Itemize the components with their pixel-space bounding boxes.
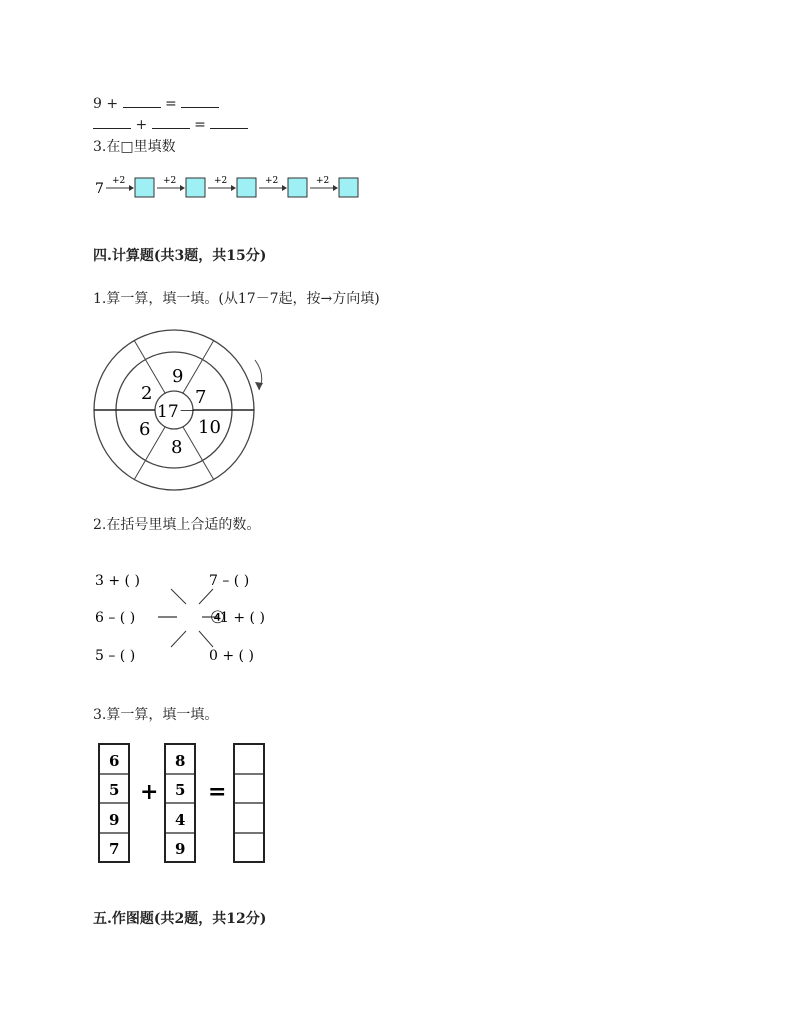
question-4-3: 3.算一算，填一填。 <box>93 707 219 723</box>
chain-step-label: +2 <box>214 176 228 186</box>
wheel-number: 8 <box>171 437 183 458</box>
plus-sign: + <box>140 779 159 805</box>
chain-answer-box[interactable] <box>339 178 358 197</box>
plus-sign: + <box>106 96 119 112</box>
wheel-center: 17－ <box>157 402 196 422</box>
section-5-title: 五.作图题(共2题，共12分) <box>93 911 267 927</box>
wheel-number: 9 <box>172 366 184 387</box>
equation-row-1 <box>93 95 219 112</box>
chain-step-label: +2 <box>112 176 126 186</box>
question-3-label: 3.在□里填数 <box>93 139 176 155</box>
star-item: 7 – ( ) <box>209 573 250 589</box>
chain-answer-box[interactable] <box>237 178 256 197</box>
wheel-number: 2 <box>141 383 153 404</box>
chain-answer-box[interactable] <box>135 178 154 197</box>
addend-digit: 9 <box>175 840 186 858</box>
column-addition-figure <box>96 743 276 865</box>
star-item: 5 – ( ) <box>95 648 136 664</box>
star-item: 0 + ( ) <box>209 648 254 664</box>
star-item: 3 + ( ) <box>95 573 140 589</box>
answer-blank[interactable] <box>93 116 131 129</box>
star-center: ④ <box>210 608 226 628</box>
star-equation-figure <box>93 567 293 667</box>
equation-number: 9 <box>93 96 102 112</box>
addend-digit: 8 <box>175 752 186 770</box>
equals-sign: = <box>194 117 206 133</box>
addend-digit: 5 <box>109 781 120 799</box>
wheel-number: 6 <box>139 419 151 440</box>
chain-answer-box[interactable] <box>288 178 307 197</box>
chain-arrowhead <box>129 185 134 191</box>
chain-step-label: +2 <box>316 176 330 186</box>
addend-digit: 5 <box>175 781 186 799</box>
answer-blank[interactable] <box>152 116 190 129</box>
answer-blank[interactable] <box>123 95 161 108</box>
star-item: 1 + ( ) <box>220 610 265 626</box>
number-wheel <box>92 320 272 500</box>
star-item: 6 – ( ) <box>95 610 136 626</box>
addend-digit: 4 <box>175 811 186 829</box>
addend-digit: 9 <box>109 811 120 829</box>
chain-arrowhead <box>282 185 287 191</box>
addend-digit: 7 <box>109 840 120 858</box>
chain-arrowhead <box>231 185 236 191</box>
wheel-number: 10 <box>198 417 221 438</box>
chain-start: 7 <box>95 181 104 197</box>
addend-digit: 6 <box>109 752 120 770</box>
answer-blank[interactable] <box>181 95 219 108</box>
chain-step-label: +2 <box>163 176 177 186</box>
wheel-number: 7 <box>195 387 207 408</box>
answer-blank[interactable] <box>210 116 248 129</box>
equation-row-2 <box>93 116 248 133</box>
equals-sign: = <box>208 779 227 805</box>
chain-arrowhead <box>333 185 338 191</box>
plus-two-chain <box>93 172 373 206</box>
plus-sign: + <box>135 117 148 133</box>
equals-sign: = <box>165 96 177 112</box>
section-4-title: 四.计算题(共3题，共15分) <box>93 248 267 264</box>
chain-step-label: +2 <box>265 176 279 186</box>
question-4-1: 1.算一算，填一填。(从17－7起，按→方向填) <box>93 291 380 307</box>
question-4-2: 2.在括号里填上合适的数。 <box>93 517 261 533</box>
chain-answer-box[interactable] <box>186 178 205 197</box>
chain-arrowhead <box>180 185 185 191</box>
